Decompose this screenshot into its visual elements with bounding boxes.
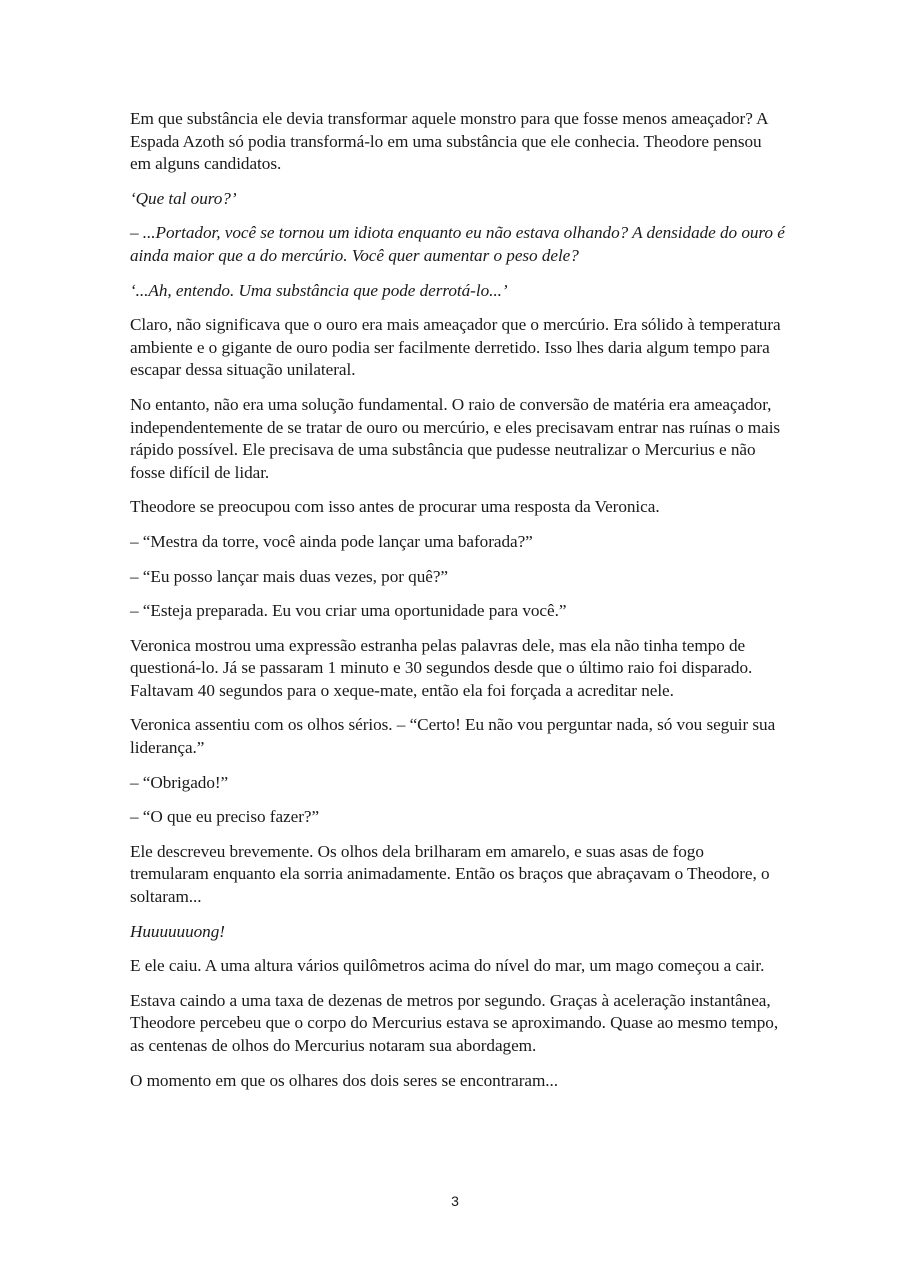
dialogue-line: – “Esteja preparada. Eu vou criar uma oportunidade para você.” bbox=[130, 601, 567, 621]
paragraph-italic-thought: ‘Que tal ouro?’ bbox=[130, 188, 237, 208]
body-text bbox=[130, 108, 785, 1104]
dialogue-line: – “Obrigado!” bbox=[130, 772, 229, 792]
paragraph: Estava caindo a uma taxa de dezenas de metros por segundo. Graças à aceleração instantânea, Theodore percebeu que o corpo do Mercurius estava se aproximando. Quase ao mesmo tempo, as centenas de olhos do Mercurius notaram sua abordagem. bbox=[130, 990, 779, 1055]
paragraph: Veronica mostrou uma expressão estranha pelas palavras dele, mas ela não tinha tempo de questioná-lo. Já se passaram 1 minuto e 30 segundos desde que o último raio foi disparado. Faltavam 40 segundos para o xeque-mate, então ela foi forçada a acreditar nele. bbox=[130, 635, 753, 700]
dialogue-line: – “Eu posso lançar mais duas vezes, por quê?” bbox=[130, 566, 448, 586]
paragraph: No entanto, não era uma solução fundamental. O raio de conversão de matéria era ameaçador, independentemente de se tratar de ouro ou mercúrio, e eles precisavam entrar nas ruínas o mais rápido possível. Ele precisava de uma substância que pudesse neutralizar o Mercurius e não fosse difícil de lidar. bbox=[130, 394, 781, 482]
paragraph: Theodore se preocupou com isso antes de procurar uma resposta da Veronica. bbox=[130, 497, 660, 517]
paragraph: Em que substância ele devia transformar aquele monstro para que fosse menos ameaçador? A Espada Azoth só podia transformá-lo em uma substância que ele conhecia. Theodore pensou em alguns candidatos. bbox=[130, 109, 768, 174]
paragraph: O momento em que os olhares dos dois seres se encontraram... bbox=[130, 1070, 559, 1090]
paragraph: E ele caiu. A uma altura vários quilômetros acima do nível do mar, um mago começou a cair. bbox=[130, 956, 765, 976]
paragraph: Veronica assentiu com os olhos sérios. – “Certo! Eu não vou perguntar nada, só vou seguir sua liderança.” bbox=[130, 715, 776, 758]
page-number: 3 bbox=[451, 1193, 459, 1209]
paragraph-italic-dialogue: – ...Portador, você se tornou um idiota enquanto eu não estava olhando? A densidade do ouro é ainda maior que a do mercúrio. Você quer aumentar o peso dele? bbox=[130, 223, 785, 265]
sound-effect: Huuuuuuong! bbox=[130, 921, 225, 941]
paragraph-italic-thought: ‘...Ah, entendo. Uma substância que pode derrotá-lo...’ bbox=[130, 280, 508, 300]
paragraph: Ele descreveu brevemente. Os olhos dela brilharam em amarelo, e suas asas de fogo tremularam enquanto ela sorria animadamente. Então os braços que abraçavam o Theodore, o soltaram... bbox=[130, 841, 770, 907]
dialogue-line: – “Mestra da torre, você ainda pode lançar uma baforada?” bbox=[130, 531, 533, 551]
paragraph: Claro, não significava que o ouro era mais ameaçador que o mercúrio. Era sólido à temperatura ambiente e o gigante de ouro podia ser facilmente derretido. Isso lhes daria algum tempo para escapar dessa situação unilateral. bbox=[130, 315, 781, 380]
dialogue-line: – “O que eu preciso fazer?” bbox=[130, 807, 320, 827]
